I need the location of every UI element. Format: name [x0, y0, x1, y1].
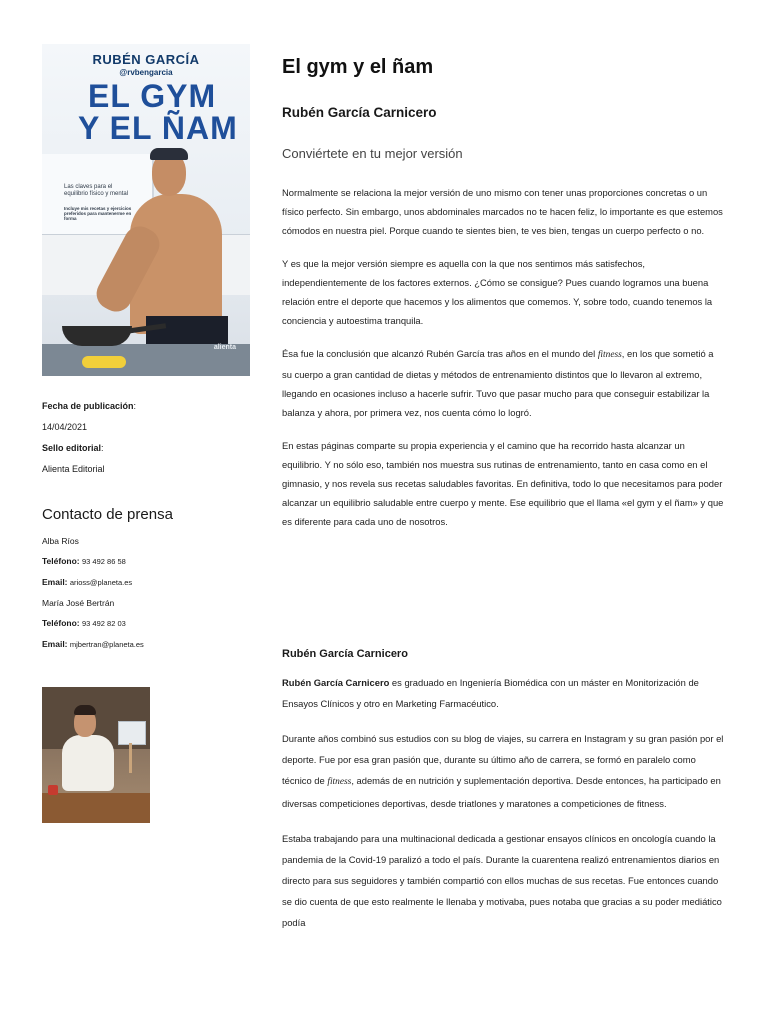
email-label: Email: [42, 577, 68, 587]
description-paragraph [282, 344, 724, 422]
contact-phone[interactable]: 93 492 86 58 [82, 557, 126, 566]
photo-shirt [62, 735, 114, 791]
cover-handle: @rvbengarcia [119, 68, 173, 77]
pub-date: 14/04/2021 [42, 422, 88, 432]
phone-label: Teléfono: [42, 556, 80, 566]
photo-cup [48, 785, 58, 795]
cover-bananas [82, 356, 126, 368]
author-photo [42, 687, 150, 823]
photo-table [42, 793, 150, 823]
email-label: Email: [42, 639, 68, 649]
contact-name: María José Bertrán [42, 598, 115, 608]
imprint-label-row: Sello editorial: [42, 443, 104, 453]
author-bio [282, 648, 724, 947]
press-contact-title: Contacto de prensa [42, 506, 173, 523]
bio-paragraph [282, 728, 724, 814]
bio-title: Rubén García Carnicero [282, 648, 408, 660]
book-cover-image [42, 44, 250, 376]
cover-person-bandana [150, 148, 188, 160]
bio-paragraph: Estaba trabajando para una multinacional dedicada a gestionar ensayos clínicos en oncología cuando la pandemia de la Covid-19 paralizó a todo el país. Durante la cuarentena realizó entrenamientos diarios en directo para sus seguidores y también compartió con ellos muchas de sus recetas. Fue entonces cuando se dio cuenta de que esto realmente le llenaba y motivaba, pues notaba que gracias a su poder mediático podía [282, 833, 722, 928]
bio-p2-em: fitness [327, 777, 352, 787]
contact-name: Alba Ríos [42, 536, 79, 546]
phone-label: Teléfono: [42, 618, 80, 628]
bio-p1-rest: es graduado en Ingeniería Biomédica con un máster en Monitorización de Ensayos Clínicos y otro en Marketing Farmacéutico. [282, 677, 699, 709]
contact-email[interactable]: mjbertran@planeta.es [69, 640, 144, 649]
left-column [42, 44, 257, 823]
contact-phone[interactable]: 93 492 82 03 [82, 619, 126, 628]
imprint-label: Sello editorial [42, 443, 102, 453]
bio-p2-after: , además de en nutrición y suplementación deportiva. Desde entonces, ha participado en diversas competiciones deportivas, desde triatlones y maratones a competiciones de fitness. [282, 775, 721, 809]
contact-email[interactable]: arioss@planeta.es [69, 578, 133, 587]
contact-phone-row [42, 551, 257, 572]
cover-title-line2: Y EL ÑAM [78, 110, 238, 146]
bio-p2-before: Durante años combinó sus estudios con su blog de viajes, su carrera en Instagram y su gran pasión por el deporte. Fue por esa gran pasión que, durante su último año de carrera, se formó en paralelo como técnico de [282, 733, 724, 786]
description-paragraph: En estas páginas comparte su propia experiencia y el camino que ha recorrido hasta alcanzar un equilibrio. Y no sólo eso, también nos muestra sus rutinas de entrenamiento, tanto en casa como en el gimnasio, y nos revela sus recetas saludables favoritas. En definitiva, todo lo que necesitamos para poder alcanzar un equilibrio saludable entre cuerpo y mente. Ese equilibrio que el llama «el gym y el ñam» y que es diferente para cada uno de nosotros. [282, 440, 724, 527]
cover-pan [62, 326, 132, 346]
book-title: El gym y el ñam [282, 56, 434, 78]
pub-date-label: Fecha de publicación [42, 401, 134, 411]
bio-paragraph [282, 672, 724, 714]
cover-title-line1: EL GYM [88, 78, 217, 114]
contact-email-row [42, 634, 257, 655]
photo-hair [74, 705, 96, 715]
photo-sign [118, 721, 146, 745]
para3-before: Ésa fue la conclusión que alcanzó Rubén García tras años en el mundo del [282, 348, 598, 359]
book-metadata [42, 396, 257, 480]
press-contact-list [42, 531, 257, 655]
bio-name-bold: Rubén García Carnicero [282, 677, 390, 688]
description-paragraph: Normalmente se relaciona la mejor versión de uno mismo con tener unas proporciones concretas o un físico perfecto. Sin embargo, unos abdominales marcados no te hacen feliz, lo importante es que estemos cómodos en nuestra piel. Porque cuando te sientes bien, te ves bien, tengas un cuerpo perfecto o no. [282, 187, 723, 236]
para3-after: , en los que sometió a su cuerpo a gran cantidad de dietas y métodos de entrenamiento distintos que lo llevaron al extremo, llegando en ocasiones incluso a hacerle sufrir. Tuvo que pasar mucho para que conseguir estabilizar la balanza y ahora, por primera vez, nos cuenta cómo lo logró. [282, 348, 714, 418]
imprint: Alienta Editorial [42, 464, 105, 474]
photo-sign-stick [129, 743, 132, 773]
book-subtitle: Conviértete en tu mejor versión [282, 146, 463, 161]
cover-author: RUBÉN GARCÍA [92, 52, 200, 67]
cover-tagline: Las claves para el equilibrio físico y mental [64, 184, 129, 197]
cover-tagline-small: Incluye mis recetas y ejercicios preferidos para mantenerme en forma [64, 206, 132, 221]
book-author: Rubén García Carnicero [282, 105, 437, 120]
contact-email-row [42, 572, 257, 593]
main-column [282, 56, 724, 545]
contact-phone-row [42, 613, 257, 634]
para3-em: fitness [597, 350, 622, 360]
pub-date-label-row: Fecha de publicación: [42, 401, 137, 411]
cover-publisher-logo: alienta [213, 344, 236, 351]
description-paragraph: Y es que la mejor versión siempre es aquella con la que nos sentimos más satisfechos, independientemente de los factores externos. ¿Cómo se consigue? Pues cuando logramos una buena relación entre el deporte que hacemos y los alimentos que comemos. Y, sobre todo, cuando tenemos la conciencia y autoestima tranquila. [282, 258, 713, 326]
